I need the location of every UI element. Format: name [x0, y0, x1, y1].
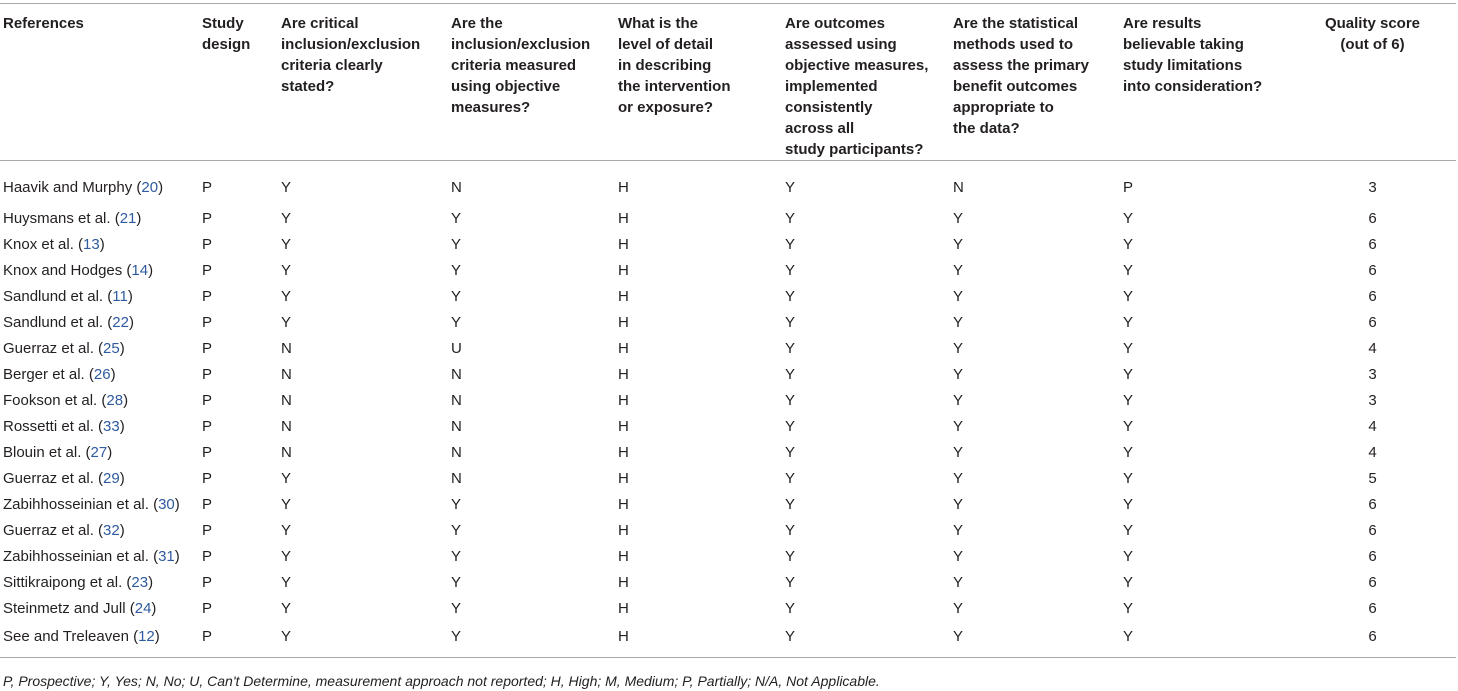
reference-number-link[interactable]: 31 — [158, 547, 175, 565]
rating-cell: Y — [785, 313, 796, 331]
table-row — [0, 413, 1456, 439]
rating-cell: Y — [953, 547, 964, 565]
reference-author: Steinmetz and Jull ( — [3, 599, 135, 617]
rating-cell: P — [202, 417, 213, 435]
quality-score-cell: 6 — [1368, 573, 1377, 591]
reference-number-link[interactable]: 24 — [134, 599, 152, 617]
rating-cell: H — [618, 469, 629, 487]
table-row — [0, 517, 1456, 543]
rating-cell: Y — [1123, 469, 1134, 487]
rating-cell: Y — [281, 209, 292, 227]
reference-number-link[interactable]: 22 — [112, 313, 129, 331]
rating-cell: N — [281, 417, 292, 435]
quality-score-cell: 5 — [1368, 469, 1377, 487]
rating-cell: H — [618, 287, 629, 305]
rating-cell: Y — [953, 495, 964, 513]
reference-close-paren: ) — [174, 547, 180, 565]
rating-cell: H — [618, 599, 629, 617]
reference-number-link[interactable]: 26 — [93, 365, 111, 383]
reference-close-paren: ) — [151, 599, 157, 617]
rating-cell: Y — [785, 547, 796, 565]
rating-cell: H — [618, 521, 629, 539]
rating-cell: Y — [785, 469, 796, 487]
reference-cell — [0, 621, 199, 658]
rating-cell: Y — [281, 261, 292, 279]
header-criteria-stated: Are critical inclusion/exclusion criteria clearly stated? — [281, 15, 421, 95]
rating-cell: Y — [953, 443, 964, 461]
rating-cell: Y — [1123, 365, 1134, 383]
reference-author: Rossetti et al. ( — [3, 417, 104, 435]
rating-cell: H — [618, 443, 629, 461]
rating-cell: P — [202, 547, 213, 565]
rating-cell: Y — [451, 573, 462, 591]
rating-cell: Y — [1123, 547, 1134, 565]
reference-close-paren: ) — [119, 417, 125, 435]
table-body — [0, 161, 1456, 658]
reference-number-link[interactable]: 13 — [83, 235, 100, 253]
rating-cell: Y — [785, 495, 796, 513]
reference-close-paren: ) — [99, 235, 105, 253]
rating-cell: Y — [953, 209, 964, 227]
rating-cell: Y — [953, 235, 964, 253]
reference-cell — [0, 543, 199, 569]
rating-cell: Y — [281, 521, 292, 539]
rating-cell: Y — [785, 521, 796, 539]
rating-cell: Y — [785, 417, 796, 435]
reference-cell — [0, 361, 199, 387]
table-row — [0, 283, 1456, 309]
rating-cell: Y — [1123, 313, 1134, 331]
rating-cell: P — [202, 209, 213, 227]
reference-close-paren: ) — [119, 469, 125, 487]
table-row — [0, 231, 1456, 257]
rating-cell: P — [202, 443, 213, 461]
reference-close-paren: ) — [154, 628, 160, 645]
reference-cell — [0, 283, 199, 309]
quality-assessment-table — [0, 3, 1456, 658]
reference-cell — [0, 491, 199, 517]
rating-cell: Y — [451, 495, 462, 513]
rating-cell: Y — [785, 573, 796, 591]
rating-cell: Y — [451, 261, 462, 279]
rating-cell: Y — [953, 339, 964, 357]
rating-cell: Y — [785, 443, 796, 461]
header-references: References — [3, 15, 84, 32]
header-outcomes-assessed: Are outcomes assessed using objective measures, implemented consistently across all study participants? — [785, 15, 929, 158]
table-row — [0, 491, 1456, 517]
reference-cell — [0, 231, 199, 257]
rating-cell: Y — [281, 469, 292, 487]
rating-cell: P — [202, 628, 213, 645]
rating-cell: Y — [953, 469, 964, 487]
quality-score-cell: 3 — [1368, 179, 1377, 196]
reference-cell — [0, 309, 199, 335]
rating-cell: Y — [785, 628, 796, 645]
rating-cell: H — [618, 313, 629, 331]
rating-cell: N — [281, 365, 292, 383]
reference-number-link[interactable]: 27 — [90, 443, 108, 461]
rating-cell: Y — [1123, 235, 1134, 253]
rating-cell: Y — [451, 521, 462, 539]
reference-author: See and Treleaven ( — [3, 628, 139, 645]
rating-cell: Y — [1123, 599, 1134, 617]
rating-cell: Y — [281, 235, 292, 253]
rating-cell: N — [451, 469, 462, 487]
rating-cell: Y — [953, 287, 964, 305]
table-row — [0, 309, 1456, 335]
rating-cell: P — [202, 573, 213, 591]
reference-number-link[interactable]: 20 — [141, 179, 159, 196]
rating-cell: N — [281, 443, 292, 461]
reference-close-paren: ) — [128, 313, 134, 331]
quality-score-cell: 4 — [1368, 417, 1377, 435]
rating-cell: Y — [785, 339, 796, 357]
reference-cell — [0, 161, 199, 206]
reference-cell — [0, 569, 199, 595]
header-level-of-detail: What is the level of detail in describing the intervention or exposure? — [618, 15, 731, 116]
rating-cell: Y — [281, 599, 292, 617]
reference-author: Knox et al. ( — [3, 235, 84, 253]
table-row — [0, 621, 1456, 658]
quality-score-cell: 4 — [1368, 339, 1377, 357]
rating-cell: Y — [451, 628, 462, 645]
rating-cell: H — [618, 365, 629, 383]
reference-number-link[interactable]: 28 — [106, 391, 124, 409]
rating-cell: Y — [451, 287, 462, 305]
table-row — [0, 361, 1456, 387]
reference-cell — [0, 387, 199, 413]
rating-cell: P — [202, 365, 213, 383]
rating-cell: Y — [1123, 417, 1134, 435]
reference-close-paren: ) — [136, 209, 142, 227]
rating-cell: Y — [1123, 443, 1134, 461]
rating-cell: P — [202, 495, 213, 513]
rating-cell: Y — [953, 599, 964, 617]
reference-author: Guerraz et al. ( — [3, 469, 104, 487]
rating-cell: P — [202, 339, 213, 357]
reference-cell — [0, 205, 199, 231]
quality-score-cell: 6 — [1368, 521, 1377, 539]
reference-number-link[interactable]: 25 — [103, 339, 120, 357]
reference-cell — [0, 413, 199, 439]
reference-close-paren: ) — [148, 573, 154, 591]
reference-cell — [0, 335, 199, 361]
rating-cell: P — [202, 469, 213, 487]
reference-number-link[interactable]: 33 — [103, 417, 120, 435]
rating-cell: Y — [1123, 391, 1134, 409]
rating-cell: Y — [953, 391, 964, 409]
quality-score-cell: 3 — [1368, 365, 1377, 383]
rating-cell: Y — [1123, 287, 1134, 305]
reference-close-paren: ) — [158, 179, 164, 196]
table-footnote: P, Prospective; Y, Yes; N, No; U, Can't Determine, measurement approach not reported; H, High; M, Medium; P, Partially; N/A, Not Applicable. — [3, 673, 880, 689]
rating-cell: H — [618, 179, 629, 196]
rating-cell: Y — [1123, 339, 1134, 357]
rating-cell: Y — [953, 521, 964, 539]
table-row — [0, 161, 1456, 206]
quality-score-cell: 6 — [1368, 495, 1377, 513]
rating-cell: Y — [1123, 573, 1134, 591]
rating-cell: H — [618, 235, 629, 253]
rating-cell: Y — [785, 209, 796, 227]
rating-cell: Y — [281, 179, 292, 196]
rating-cell: P — [202, 313, 213, 331]
reference-number-link[interactable]: 30 — [158, 495, 175, 513]
reference-author: Knox and Hodges ( — [3, 261, 132, 279]
table-row — [0, 335, 1456, 361]
reference-number-link[interactable]: 21 — [119, 209, 137, 227]
rating-cell: H — [618, 573, 629, 591]
rating-cell: Y — [953, 313, 964, 331]
rating-cell: H — [618, 261, 629, 279]
rating-cell: N — [451, 365, 462, 383]
reference-author: Zabihhosseinian et al. ( — [3, 547, 159, 565]
quality-score-cell: 6 — [1368, 209, 1377, 227]
rating-cell: N — [451, 179, 462, 196]
rating-cell: Y — [785, 365, 796, 383]
rating-cell: H — [618, 391, 629, 409]
reference-cell — [0, 595, 199, 621]
rating-cell: H — [618, 547, 629, 565]
rating-cell: H — [618, 417, 629, 435]
reference-author: Sandlund et al. ( — [3, 313, 113, 331]
rating-cell: H — [618, 495, 629, 513]
rating-cell: Y — [281, 495, 292, 513]
rating-cell: H — [618, 339, 629, 357]
table-row — [0, 205, 1456, 231]
header-criteria-measured: Are the inclusion/exclusion criteria measured using objective measures? — [451, 15, 591, 116]
quality-score-cell: 6 — [1368, 235, 1377, 253]
reference-close-paren: ) — [107, 443, 113, 461]
rating-cell: N — [451, 443, 462, 461]
reference-author: Blouin et al. ( — [3, 443, 91, 461]
quality-score-cell: 6 — [1368, 547, 1377, 565]
reference-author: Sandlund et al. ( — [3, 287, 113, 305]
rating-cell: P — [202, 391, 213, 409]
rating-cell: P — [202, 521, 213, 539]
header-results-believable: Are results believable taking study limitations into consideration? — [1123, 15, 1263, 95]
rating-cell: Y — [451, 547, 462, 565]
rating-cell: H — [618, 628, 629, 645]
header-statistical-methods: Are the statistical methods used to assess the primary benefit outcomes appropriate to the data? — [953, 15, 1089, 137]
table-header-row — [0, 4, 1456, 161]
rating-cell: N — [451, 391, 462, 409]
reference-number-link[interactable]: 11 — [112, 287, 128, 305]
rating-cell: Y — [953, 573, 964, 591]
reference-author: Zabihhosseinian et al. ( — [3, 495, 159, 513]
rating-cell: Y — [1123, 209, 1134, 227]
reference-number-link[interactable]: 23 — [131, 573, 149, 591]
reference-cell — [0, 257, 199, 283]
rating-cell: P — [202, 599, 213, 617]
rating-cell: N — [451, 417, 462, 435]
rating-cell: Y — [1123, 628, 1134, 645]
rating-cell: Y — [1123, 261, 1134, 279]
rating-cell: Y — [281, 287, 292, 305]
quality-score-cell: 6 — [1368, 599, 1377, 617]
reference-author: Guerraz et al. ( — [3, 339, 104, 357]
rating-cell: Y — [281, 547, 292, 565]
reference-author: Haavik and Murphy ( — [3, 179, 142, 196]
reference-close-paren: ) — [174, 495, 180, 513]
rating-cell: Y — [1123, 495, 1134, 513]
reference-close-paren: ) — [148, 261, 154, 279]
reference-author: Huysmans et al. ( — [3, 209, 120, 227]
header-study-design: Study design — [202, 15, 251, 53]
table-row — [0, 257, 1456, 283]
rating-cell: P — [1123, 179, 1134, 196]
rating-cell: Y — [953, 365, 964, 383]
rating-cell: Y — [785, 287, 796, 305]
reference-number-link[interactable]: 12 — [138, 628, 155, 645]
rating-cell: N — [281, 391, 292, 409]
rating-cell: Y — [785, 179, 796, 196]
rating-cell: H — [618, 209, 629, 227]
reference-close-paren: ) — [119, 339, 125, 357]
quality-score-cell: 6 — [1368, 628, 1377, 645]
rating-cell: Y — [785, 235, 796, 253]
rating-cell: P — [202, 179, 213, 196]
quality-score-cell: 4 — [1368, 443, 1377, 461]
table-row — [0, 543, 1456, 569]
rating-cell: Y — [451, 599, 462, 617]
reference-close-paren: ) — [123, 391, 129, 409]
rating-cell: Y — [953, 628, 964, 645]
reference-cell — [0, 439, 199, 465]
quality-score-cell: 6 — [1368, 261, 1377, 279]
reference-cell — [0, 465, 199, 491]
rating-cell: Y — [785, 261, 796, 279]
rating-cell: Y — [953, 261, 964, 279]
reference-cell — [0, 517, 199, 543]
table-row — [0, 387, 1456, 413]
reference-number-link[interactable]: 14 — [131, 261, 149, 279]
reference-author: Berger et al. ( — [3, 365, 94, 383]
rating-cell: Y — [451, 235, 462, 253]
reference-author: Guerraz et al. ( — [3, 521, 104, 539]
quality-score-cell: 3 — [1368, 391, 1377, 409]
quality-score-cell: 6 — [1368, 287, 1377, 305]
rating-cell: P — [202, 287, 213, 305]
rating-cell: N — [953, 179, 964, 196]
header-quality-score: Quality score (out of 6) — [1324, 15, 1421, 53]
rating-cell: P — [202, 261, 213, 279]
reference-close-paren: ) — [119, 521, 125, 539]
reference-number-link[interactable]: 29 — [103, 469, 120, 487]
rating-cell: Y — [451, 313, 462, 331]
rating-cell: Y — [785, 391, 796, 409]
reference-close-paren: ) — [127, 287, 133, 305]
rating-cell: Y — [953, 417, 964, 435]
rating-cell: Y — [785, 599, 796, 617]
reference-author: Fookson et al. ( — [3, 391, 107, 409]
rating-cell: Y — [281, 313, 292, 331]
rating-cell: Y — [451, 209, 462, 227]
rating-cell: Y — [1123, 521, 1134, 539]
rating-cell: Y — [281, 628, 292, 645]
rating-cell: Y — [281, 573, 292, 591]
table-row — [0, 465, 1456, 491]
rating-cell: U — [451, 339, 462, 357]
rating-cell: P — [202, 235, 213, 253]
table-row — [0, 569, 1456, 595]
rating-cell: N — [281, 339, 292, 357]
reference-close-paren: ) — [110, 365, 116, 383]
table-row — [0, 439, 1456, 465]
reference-author: Sittikraipong et al. ( — [3, 573, 132, 591]
table-row — [0, 595, 1456, 621]
reference-number-link[interactable]: 32 — [103, 521, 120, 539]
quality-score-cell: 6 — [1368, 313, 1377, 331]
